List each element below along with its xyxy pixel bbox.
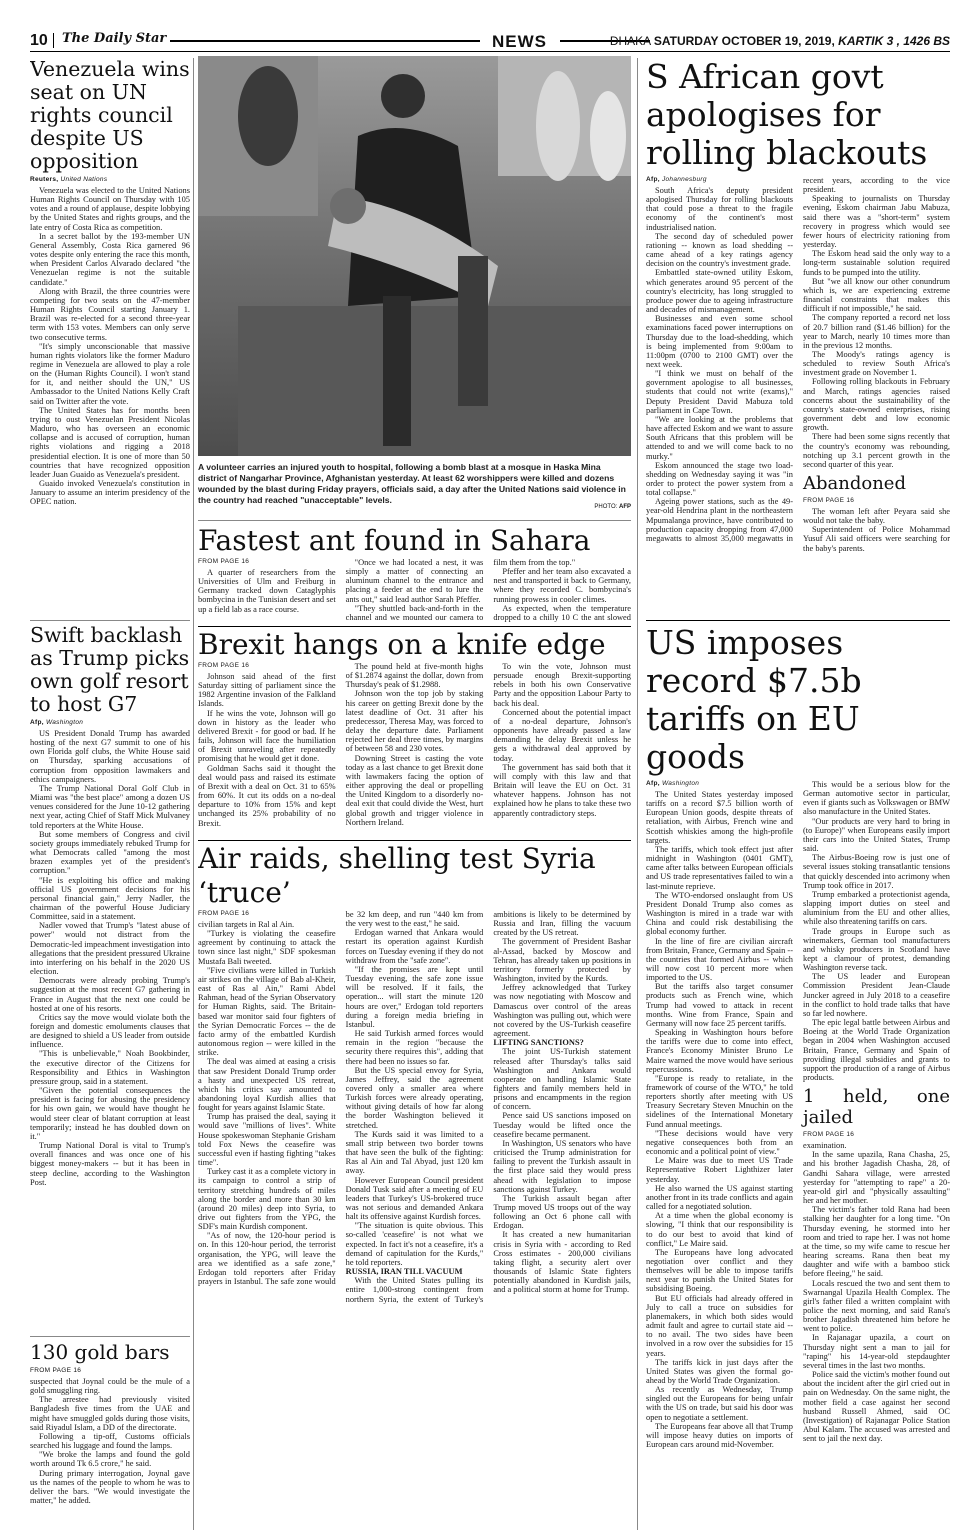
divider — [198, 520, 631, 521]
photo-image — [198, 56, 631, 456]
page-header — [30, 30, 950, 52]
headline: Venezuela wins seat on UN rights council despite US opposition — [30, 58, 190, 173]
headline: US imposes record $7.5b tariffs on EU goods — [646, 624, 862, 776]
article-backlash — [30, 624, 190, 1332]
column-rule — [637, 58, 638, 1530]
byline-place: Johannesburg — [661, 176, 707, 183]
section-title: NEWS — [492, 32, 547, 51]
headline: 130 gold bars — [30, 1340, 170, 1364]
byline-agency: Afp, — [30, 719, 44, 726]
photo-caption: A volunteer carries an injured youth to hospital, following a bomb blast at a mosque in Haska Mina district of Nangarhar Province, Afghanistan yesterday. At least 62 worshippers were killed and dozens wounded by the blast during Friday prayers, officials said, a day after the United Nations said violence in the country had reached "unacceptable" levels. — [198, 462, 626, 505]
divider — [30, 620, 190, 621]
article-tariffs — [646, 624, 950, 1530]
article-body: US President Donald Trump has awarded hosting of the next G7 summit to one of his own Florida golf clubs, the White House said on Thursday, sparking accusations of corruption from opposition lawmakers and ethics campaigners. The Trump National Doral Golf Club in Miami was "the best place" among a dozen US venues considered for the June 10-12 gathering next year, acting Chief of Staff Mick Mulvaney told reporters at the White House. But some members of Congress and civil society groups immediately rebuked Trump for what Democrats called "among the most brazen examples yet of the president's corruption." "He is exploiting his office and making official US government decisions for his personal financial gain," Jerry Nadler, the chairman of the powerful House Judiciary Committee, said in a statement. Nadler vowed that Trump's "latest abuse of power" would not distract from the Democratic-led impeachment investigation into allegations that the president pressured Ukraine into interfering on his behalf in the 2020 US election. Democrats were already probing Trump's suggestion at the most recent G7 gathering in France in August that the next one could be hosted at one of his resorts. Critics say the move would violate both the foreign and domestic emoluments clauses that are designed to shield a US leader from outside influence. "This is unbelievable," Noah Bookbinder, the executive director of the Citizens for Responsibility and Ethics in Washington pressure group, said in a statement. "Given the potential consequences the president is facing for abusing the presidency for his own gain, we would have thought he would steer clear of blatant corruption at least temporarily; instead he has doubled down on it." Trump National Doral is vital to Trump's overall finances and was once one of his biggest money-makers -- but it has been in steep decline, according to the Washington Post. — [30, 729, 190, 1187]
divider — [198, 626, 631, 627]
headline: 1 held, one jailed — [803, 1086, 950, 1129]
headline: S African govt apologises for rolling blackouts — [646, 58, 928, 172]
byline — [30, 176, 190, 184]
article-body: Venezuela was elected to the United Nations Human Rights Council on Thursday with 105 votes and a round of applause, despite lobbying by the United States and rights groups, and the late entry of Costa Rica as competition. In a secret ballot by the 193-member UN General Assembly, Costa Rica garnered 96 votes despite only entering the race this month, when President Carlos Alvarado declared "the Venezuelan regime is not the suitable candidate." Along with Brazil, the three countries were competing for two seats on the 47-member Human Rights Council starting January 1. Brazil was re-elected for a second three-year term with 153 votes. Members can only serve two consecutive terms. "It's simply unconscionable that massive human rights violators like the former Maduro regime in Venezuela are allowed to play a role on the (Human Rights Council). I won't stand for it, and neither should the UN," US Ambassador to the United Nations Kelly Craft said on Twitter after the vote. The United States has for months been trying to oust Venezuelan President Nicolas Maduro, who has overseen an economic collapse and is accused of corruption, human rights violations and rigging a 2018 presidential election. It is one of more than 50 countries that have recognized opposition leader Juan Guaido as Venezuela's president. Guaido invoked Venezuela's constitution in January to assume an interim presidency of the OPEC nation. — [30, 186, 190, 507]
byline-place: Washington — [661, 780, 700, 787]
divider — [30, 1336, 190, 1337]
article-body: FROM PAGE 16 A quarter of researchers from the Universities of Ulm and Freiburg in Germany tracked down Cataglyphis bombycina in the Tunisian desert and set up a field lab as a race course. "Once we had located a nest, it was simply a matter of connecting an aluminum channel to the entrance and placing a feeder at the end to lure the ants out," said lead author Sarah Pfeffer. "They shuttled back-and-forth in the channel and we mounted our camera to film them from the top." Pfeffer and her team also excavated a nest and transported it back to Germany, where they recorded C. bombycina's running prowess in cooler climes. As expected, when the temperature dropped to a chilly 10 C the ant slowed — [198, 558, 631, 622]
article-body: suspected that Joynal could be the mule of a gold smuggling ring. The arrestee had previously visited Bangladesh five times from the UAE and might have smuggled golds during those visits, said Riyadul Islam, a DD of the directorate. Following a tip-off, Customs officials searched his luggage and found the lamps. "We broke the lamps and found the gold worth around Tk 6.5 crore," he said. During primary interrogation, Joynal gave us the names of the people to whom he was to deliver the bars. "We would investigate the matter," he added. — [30, 1377, 190, 1506]
byline — [30, 719, 190, 727]
article-body: FROM PAGE 16 Johnson said ahead of the first Saturday sitting of parliament since the 1982 Argentine invasion of the Falkland Islands. If he wins the vote, Johnson will go down in history as the leader who delivered Brexit - for good or bad. If he fails, Johnson will face the humiliation of Brexit unraveling after repeatedly promising that he would get it done. Goldman Sachs said it thought the deal would pass and raised its estimate of Brexit with a deal on Oct. 31 to 65% from 60%. It cut its odds on a no-deal departure to 10% from 15% and kept unchanged its 25% probability of no Brexit. The pound held at five-month highs of $1.2874 against the dollar, down from Thursday's peak of $1.2988. Johnson won the top job by staking his career on getting Brexit done by the latest deadline of Oct. 31 after his predecessor, Theresa May, was forced to delay the departure date. Parliament rejected her deal three times, by margins of between 58 and 230 votes. Downing Street is casting the vote today as a last chance to get Brexit done with lawmakers facing the option of either approving the deal or propelling the United Kingdom to a disorderly no-deal exit that could divide the West, hurt global growth and trigger violence in Northern Ireland. To win the vote, Johnson must persuade enough Brexit-supporting rebels in both his own Conservative Party and the opposition Labour Party to back his deal. Concerned about the potential impact of a no-deal departure, Johnson's opponents have already passed a law demanding he delay Brexit unless he gets a withdrawal deal approved by today. The government has said both that it will comply with this law and that Britain will leave the EU on Oct. 31 whatever happens. Johnson has not explained how he plans to take these two apparently contradictory steps. — [198, 662, 631, 828]
byline-agency: Afp, — [646, 780, 660, 787]
headline: Swift backlash as Trump picks own golf resort to host G7 — [30, 624, 190, 716]
article-brexit — [198, 628, 631, 834]
masthead-logo: The Daily Star — [62, 31, 167, 46]
dateline-bangla: KARTIK 3 , 1426 BS — [838, 34, 950, 48]
jump-line: FROM PAGE 16 — [198, 910, 250, 917]
headline: Abandoned — [803, 473, 906, 494]
article-body: Afp, Johannesburg South Africa's deputy president apologised Thursday for rolling blackouts that could pose a threat to the fragile economy of the continent's most industrialised nation. The second day of scheduled power rationing -- known as load shedding -- came ahead of a key ratings agency decision on the country's investment grade. Embattled state-owned utility Eskom, which generates around 95 percent of the country's electricity, has long struggled to produce power due to ageing infrastructure and decades of mismanagement. Businesses and even some school examinations faced power interruptions on Thursday due to the load-shedding, which is being implemented from 9:00am to 11:00pm (0700 to 2100 GMT) over the next week. "I think we must on behalf of the government apologise to all businesses, students that could not write (exams)," Deputy President David Mabuza told parliament in Cape Town. "We are looking at the problems that have affected Eskom and we want to assure South Africans that this problem will be attended to and we will come back to no murky." Eskom announced the stage two load-shedding on Wednesday saying it was "in order to protect the power system from a total collapse." Ageing power stations, such as the 49-year-old Hendrina plant in the northeastern Mpumalanga province, have contributed to production capacity dropping from 47,000 megawatts to almost 35,000 megawatts in recent years, according to the vice president. Speaking to journalists on Thursday evening, Eskom chairman Jabu Mabuza, said there was a "short-term" system recovery in progress which would see fewer hours of electricity rationing from yesterday. The Eskom head said the only way to a long-term sustainable solution required funds to be pumped into the utility. But "we all know our other conundrum which is, we are experiencing extreme financial constraints that makes this difficult if not impossible," he said. The company reported a record net loss of 20.7 billion rand ($1.46 billion) for the year to March, nearly 10 times more than in the previous 12 months. The Moody's ratings agency is scheduled to review South Africa's investment grade on November 1. Following rolling blackouts in February and March, ratings agencies raised concerns about the sustainability of the country's state-owned enterprises, rising government debt and low economic growth. There had been some signs recently that the country's economy was rebounding, notching up 3.1 percent growth in the second quarter of this year. Abandoned FROM PAGE 16 The woman left after Peyara said she would not take the baby. Superintendent of Police Mohammad Yusuf Ali said officers were searching for the baby's parents. — [646, 176, 950, 553]
dateline-date: SATURDAY OCTOBER 19, 2019, — [653, 34, 835, 48]
article-body: FROM PAGE 16 civilian targets in Ral al Ain. "Turkey is violating the ceasefire agreement by continuing to attack the town since last night," SDF spokesman Mustafa Bali tweeted. "Five civilians were killed in Turkish air strikes on the village of Bab al-Kheir, east of Ras al Ain," Rami Abdel Rahman, head of the Syrian Observatory for Human Rights, said. The Britain-based war monitor said four fighters of the Syrian Democratic Forces -- the de facto army of the embattled Kurdish autonomous region -- were killed in the strike. The deal was aimed at easing a crisis that saw President Donald Trump order a hasty and unexpected US retreat, which his critics say amounted to abandoning loyal Kurdish allies that fought for years against Islamic State. Trump has praised the deal, saying it would save "millions of lives". White House spokeswoman Stephanie Grisham told Fox News the ceasefire was successful even if hasting fighting "takes time". Turkey cast it as a complete victory in its campaign to control a strip of territory stretching hundreds of miles along the border and more than 30 km (around 20 miles) deep into Syria, to drive out fighters from the YPG, the SDF's main Kurdish component. "As of now, the 120-hour period is on. In this 120-hour period, the terrorist organisation, the YPG, will leave the area we identified as a safe zone," Erdogan told reporters after Friday prayers in Istanbul. The safe zone would be 32 km deep, and run "440 km from the very west to the east," he said. Erdogan warned that Ankara would restart its operation against Kurdish forces on Tuesday evening if they do not withdraw from the "safe zone". "If the promises are kept until Tuesday evening, the safe zone issue will be resolved. If it fails, the operation... will start the minute 120 hours are over," Erdogan told reporters during a foreign media briefing in Istanbul. He said Turkish armed forces would remain in the region "because the security there requires this", adding that there had been no issues so far. But the US special envoy for Syria, James Jeffrey, said the agreement covered only a smaller area where Turkish forces were already operating, without giving details of how far along the border Washington believed it stretched. The Kurds said it was limited to a small strip between two border towns that have seen the bulk of the fighting: Ras al Ain and Tal Abyad, just 120 km away. However European Council president Donald Tusk said after a meeting of EU leaders that Turkey's US-brokered truce was not serious and demanded Ankara halt its offensive against Kurdish forces. "The situation is quite obvious. This so-called 'ceasefire' is not what we expected. In fact it's not a ceasefire, it's a demand of capitulation for the Kurds," he told reporters. RUSSIA, IRAN TILL VACUUM With the United States pulling its entire 1,000-strong contingent from northern Syria, the extent of Turkey's ambitions is likely to be determined by Russia and Iran, filling the vacuum created by the US retreat. The government of President Bashar al-Assad, backed by Moscow and Tehran, has already taken up positions in territory formerly protected by Washington, invited by the Kurds. Jeffrey acknowledged that Turkey was now negotiating with Moscow and Damascus over control of the areas Washington was pulling out, which were not covered by the US-Turkish ceasefire agreement. LIFTING SANCTIONS? The joint US-Turkish statement released after Thursday's talks said Washington and Ankara would cooperate on handling Islamic State fighters and family members held in prisons and encampments in the region of concern. Pence said US sanctions imposed on Tuesday would be lifted once the ceasefire became permanent. In Washington, US senators who have criticised the Trump administration for failing to prevent the Turkish assault in the first place said they would press ahead with legislation to impose sanctions against Turkey. The Turkish assault began after Trump moved US troops out of the way following an Oct 6 phone call with Erdogan. It has created a new humanitarian crisis in Syria with - according to Red Cross estimates - 200,000 civilians taking flight, a security alert over thousands of Islamic State fighters potentially abandoned in Kurdish jails, and a political storm at home for Trump. — [198, 910, 631, 1304]
headline: Air raids, shelling test Syria ‘truce’ — [198, 842, 596, 909]
article-safrica — [646, 58, 950, 618]
dateline-city: DHAKA — [609, 34, 651, 48]
issue-date — [610, 34, 950, 48]
jump-line: FROM PAGE 16 — [803, 497, 855, 504]
page-number: 10 — [30, 32, 48, 49]
article-syria — [198, 842, 631, 1530]
headline: Fastest ant found in Sahara — [198, 524, 591, 557]
jump-line: FROM PAGE 16 — [803, 1131, 855, 1139]
subhead: LIFTING SANCTIONS? — [493, 1038, 584, 1048]
article-ant — [198, 524, 631, 624]
photo-credit-agency: AFP — [619, 504, 631, 510]
article-gold — [30, 1340, 190, 1530]
jump-line: FROM PAGE 16 — [198, 662, 250, 669]
header-rule-left — [170, 40, 480, 42]
divider — [646, 620, 950, 621]
byline — [646, 780, 793, 788]
article-jailed: 1 held, one jailed FROM PAGE 16 examination. In the same upazila, Rana Chasha, 25, and his brother Jagadish Chasha, 28, of Gandhi Sahara village, were arrested yesterday for "attempting to rape" a 20-year-old girl and "physically assaulting" her and her mother. The victim's father told Rana had been stalking her daughter for a long time. "On Thursday evening, he stormed into her room and tried to rape her. I was not home at the time, so my wife came to rescue her hearing screams. Rana then beat my daughter and wife with a bamboo stick before fleeing," he said. Locals rescued the two and sent them to Swarnangal Upazila Health Complex. The girl's father filed a written complaint with police the next morning, and said Rana's brother Jagadish threatened him before he went to police. In Rajanagar upazila, a court on Thursday night sent a man to jail for "raping" his 14-year-old stepdaughter several times in the last two months. Police said the victim's mother found out about the incident after the girl cried out in pain on Wednesday. On the same night, the mother field a case against her second husband Russell Ahmed, said OC (Investigation) of Rajanagar Police Station Abul Kalam. The accused was arrested and sent to jail the next day. — [803, 1086, 950, 1444]
byline — [646, 176, 793, 184]
article-body: Afp, Washington The United States yesterday imposed tariffs on a record $7.5 billion worth of European Union goods, despite threats of retaliation, with Airbus, French wine and Scottish whiskies among the high-profile targets. The tariffs, which took effect just after midnight in Washington (0401 GMT), came after talks between European officials and US trade representatives failed to win a last-minute reprieve. The WTO-endorsed onslaught from US President Donald Trump also comes as Washington is mired in a trade war with China and could risk destabilising the global economy further. In the line of fire are civilian aircraft from Britain, France, Germany and Spain -- the countries that formed Airbus -- which will now cost 10 percent more when imported to the US. But the tariffs also target consumer products such as French wine, which Trump had vowed to attack in recent months. Wine from France, Spain and Germany will now face 25 percent tariffs. Speaking in Washington hours before the tariffs were due to come into effect, France's Economy Minister Bruno Le Maire warned the move would have serious repercussions. "Europe is ready to retaliate, in the framework of course of the WTO," he told reporters shortly after meeting with US Treasury Secretary Steven Mnuchin on the sidelines of the International Monetary Fund annual meetings. "These decisions would have very negative consequences both from an economic and a political point of view." Le Maire was due to meet US Trade Representative Robert Lighthizer later yesterday. He also warned the US against starting another front in its trade conflicts and again called for a negotiated solution. At a time when the global economy is slowing, "I think that our responsibility is to do our best to avoid that kind of conflict," Le Maire said. The Europeans have long advocated negotiation over conflict and they themselves will be able to impose tariffs next year to punish the United States for subsidising Boeing. But EU officials had already offered in July to call a truce on subsidies for planemakers, in which both sides would admit fault and agree to curtail state aid -- to no avail. The two sides have been involved in a row over the subsidies for 15 years. The tariffs kick in just days after the United States was given the formal go-ahead by the World Trade Organization. As recently as Wednesday, Trump singled out the Europeans for being unfair with the US on trade, but said his door was open to negotiate a settlement. The Europeans fear above all that Trump will impose heavy duties on imports of European cars around mid-November. This would be a serious blow for the German automotive sector in particular, even if giants such as Volkswagen or BMW also manufacture in the United States. "Our products are very hard to bring in (to Europe)" when Europeans easily import their cars into the United States, Trump said. The Airbus-Boeing row is just one of several issues stoking transatlantic tensions that quickly descended into acrimony when Trump took office in 2017. Trump embarked a protectionist agenda, slapping import duties on steel and aluminium from the EU and other allies, while also threatening tariffs on cars. Trade groups in Europe such as winemakers, German tool manufacturers and whisky producers in Scotland have kept a clamour of protest, demanding Washington reverse tack. The US leader and European Commission President Jean-Claude Juncker agreed in July 2018 to a ceasefire in the conflict to hold trade talks that have so far led nowhere. The epic legal battle between Airbus and Boeing at the World Trade Organization began in 2004 when Washington accused Britain, France, Germany and Spain of providing illegal subsidies and grants to support the production of a range of Airbus products. 1 held, one jailed FROM PAGE 16 examination. In the same upazila, Rana Chasha, 25, and his brother Jagadish Chasha, 28, of Gandhi Sahara village, were arrested yesterday for "attempting to rape" a 20-year-old girl and "physically assaulting" her and her mother. The victim's father told Rana had been stalking her daughter for a long time. "On Thursday evening, he stormed into her room and tried to rape her. I was not home at the time, so my wife came to rescue her hearing screams. Rana then beat my daughter and wife with a bamboo stick before fleeing," he said. Locals rescued the two and sent them to Swarnangal Upazila Health Complex. The girl's father filed a written complaint with police the next morning, and said Rana's brother Jagadish threatened him before he went to police. In Rajanagar upazila, a court on Thursday night sent a man to jail for "raping" his 14-year-old stepdaughter several times in the last two months. Police said the victim's mother found out about the incident after the girl cried out in pain on Wednesday. On the same night, the mother field a case against her second husband Russell Ahmed, said OC (Investigation) of Rajanagar Police Station Abul Kalam. The accused was arrested and sent to jail the next day. — [646, 780, 950, 1450]
headline: Brexit hangs on a knife edge — [198, 628, 606, 661]
article-abandoned: Abandoned FROM PAGE 16 The woman left after Peyara said she would not take the baby. Superintendent of Police Mohammad Yusuf Ali said officers were searching for the baby's parents. — [803, 473, 950, 553]
header-separator — [53, 33, 54, 48]
byline-place: Washington — [45, 719, 84, 726]
photo-caption-block — [198, 462, 631, 518]
byline-agency: Reuters, — [30, 176, 59, 183]
byline-agency: Afp, — [646, 176, 660, 183]
jump-line: FROM PAGE 16 — [198, 558, 250, 565]
news-photo — [198, 56, 631, 456]
column-rule — [193, 58, 194, 1530]
divider — [198, 840, 631, 841]
photo-credit-label: PHOTO: — [594, 504, 618, 510]
subhead: RUSSIA, IRAN TILL VACUUM — [345, 1267, 463, 1277]
jump-line: FROM PAGE 16 — [30, 1367, 82, 1374]
byline-place: United Nations — [60, 176, 108, 183]
article-venezuela — [30, 58, 190, 618]
